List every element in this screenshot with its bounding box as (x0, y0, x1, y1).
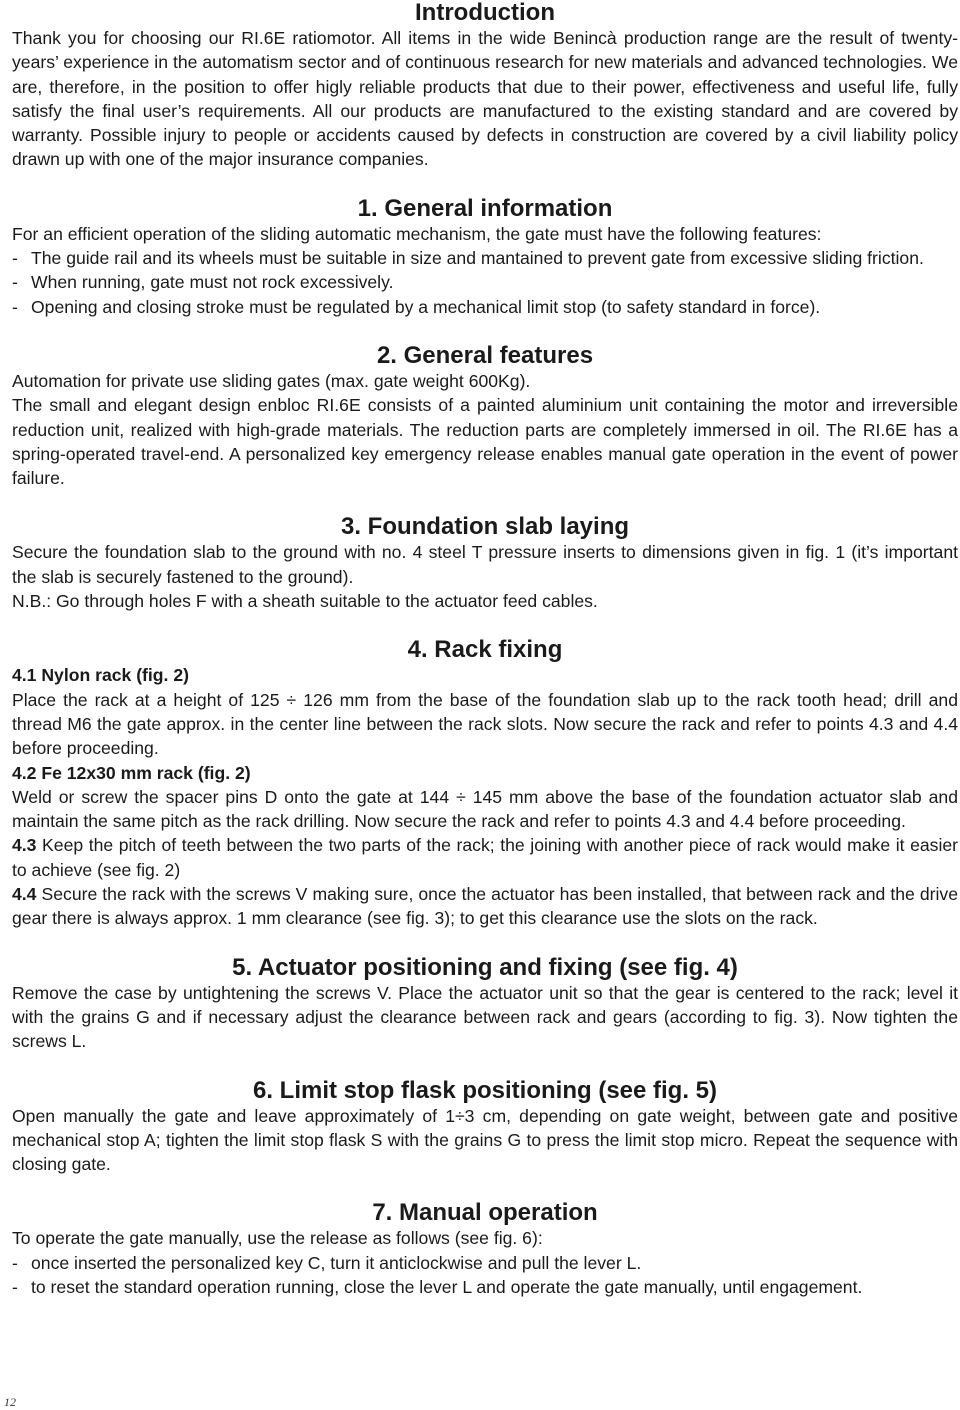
section-6-paragraph: Open manually the gate and leave approximately of 1÷3 cm, depending on gate weight, between gate and positive mechanical stop A; tighten the limit stop flask S with the grains G to press the limit stop micro. Repeat the sequence with closing gate. (12, 1105, 958, 1175)
list-item-text: Opening and closing stroke must be regulated by a mechanical limit stop (to safety standard in force). (31, 296, 821, 317)
point-text: Secure the rack with the screws V making sure, once the actuator has been installed, that between rack and the drive gear there is always approx. 1 mm clearance (see fig. 3); to get this clearance use the slots on the rack. (12, 884, 958, 929)
intro-sentence: All our products are manufactured to the existing standard and are covered by warranty. (12, 100, 958, 146)
section-1-heading: 1. General information (357, 194, 613, 222)
list-item-text: once inserted the personalized key C, turn it anticlockwise and pull the lever L. (31, 1252, 642, 1273)
section-3-note: N.B.: Go through holes F with a sheath suitable to the actuator feed cables. (12, 591, 598, 612)
section-2-paragraph (12, 393, 958, 490)
intro-heading: Introduction (415, 0, 555, 26)
point-4-3 (12, 833, 958, 882)
subsection-4-1-paragraph: Place the rack at a height of 125 ÷ 126 mm from the base of the foundation slab up to the rack tooth head; drill and thread M6 the gate approx. in the center line between the rack slots. Now secure the rack and refer to points 4.3 and 4.4 before proceeding. (12, 689, 958, 759)
spacer (12, 319, 958, 343)
point-4-4 (12, 882, 958, 931)
spacer (12, 172, 958, 196)
list-item (12, 1275, 958, 1299)
sentence: The RI.6E has a spring-operated travel-end. (12, 419, 958, 464)
section-3-paragraph: Secure the foundation slab to the ground with no. 4 steel T pressure inserts to dimensions given in fig. 1 (it’s important the slab is securely fastened to the ground). (12, 542, 958, 587)
bullet-dash: - (12, 1252, 18, 1273)
section-7-heading: 7. Manual operation (372, 1199, 598, 1227)
sentence: The reduction parts are completely immersed in oil. (409, 419, 820, 440)
intro-sentence: Possible injury to people or accidents caused by defects in construction are covered by a civil liability policy drawn up with one of the major insurance companies. (12, 125, 958, 170)
spacer (12, 1054, 958, 1078)
section-6-heading: 6. Limit stop flask positioning (see fig. 5) (252, 1076, 718, 1104)
subsection-4-2-paragraph: Weld or screw the spacer pins D onto the gate at 144 ÷ 145 mm above the base of the foundation actuator slab and maintain the same pitch as the rack drilling. Now secure the rack and refer to points 4.3 and 4.4 before proceeding. (12, 786, 958, 832)
point-label: 4.3 (12, 835, 37, 856)
sentence: A personalized key emergency release enables manual gate operation in the event of power failure. (12, 443, 959, 489)
subsection-4-1-heading: 4.1 Nylon rack (fig. 2) (12, 665, 189, 686)
section-1-intro: For an efficient operation of the sliding automatic mechanism, the gate must have the following features: (12, 223, 822, 244)
document-page (12, 0, 958, 1299)
section-4-heading: 4. Rack fixing (407, 636, 563, 664)
point-label: 4.4 (12, 884, 37, 905)
list-item-text: The guide rail and its wheels must be suitable in size and mantained to prevent gate from excessive sliding friction. (31, 248, 924, 269)
section-2-heading: 2. General features (376, 341, 594, 369)
bullet-dash: - (12, 272, 18, 293)
bullet-dash: - (12, 296, 18, 317)
list-item-text: to reset the standard operation running, close the lever L and operate the gate manually, until engagement. (31, 1276, 863, 1297)
spacer (12, 931, 958, 955)
bullet-dash: - (12, 248, 18, 269)
spacer (12, 1176, 958, 1200)
section-3-heading: 3. Foundation slab laying (340, 513, 630, 541)
list-item (12, 270, 958, 294)
intro-sentence: We are, therefore, in the position to offer higly reliable products that due to their power, effectiveness and useful life, fully satisfy the final user’s requirements. (12, 52, 958, 121)
section-5-paragraph: Remove the case by untightening the screws V. Place the actuator unit so that the gear is centered to the rack; level it with the grains G and if necessary adjust the clearance between rack and gears (according to fig. 3). Now tighten the screws L. (12, 982, 958, 1052)
point-text: Keep the pitch of teeth between the two parts of the rack; the joining with another piece of rack would make it easier to achieve (see fig. 2) (12, 835, 958, 880)
section-7-intro: To operate the gate manually, use the release as follows (see fig. 6): (12, 1228, 543, 1249)
section-2-paragraph: Automation for private use sliding gates (max. gate weight 600Kg). (12, 370, 531, 391)
list-item (12, 1251, 958, 1275)
list-item (12, 246, 958, 270)
spacer (12, 490, 958, 514)
page-number: 12 (4, 1395, 16, 1409)
intro-sentence: Thank you for choosing our RI.6E ratiomotor. All items in the wide Benincà production range are the result of twenty-years’ experience in the automatism sector and of continuous research for new materials and advanced technologies. (12, 28, 958, 73)
intro-paragraph (12, 26, 958, 172)
bullet-dash: - (12, 1276, 18, 1297)
sentence: The small and elegant design enbloc RI.6E consists of a painted aluminium unit containing the motor and irreversible reduction unit, realized with high-grade materials. (12, 395, 958, 440)
list-item-text: When running, gate must not rock excessively. (31, 272, 394, 293)
section-5-heading: 5. Actuator positioning and fixing (see fig. 4) (232, 953, 738, 981)
list-item (12, 295, 958, 319)
subsection-4-2-heading: 4.2 Fe 12x30 mm rack (fig. 2) (12, 762, 251, 783)
spacer (12, 613, 958, 637)
